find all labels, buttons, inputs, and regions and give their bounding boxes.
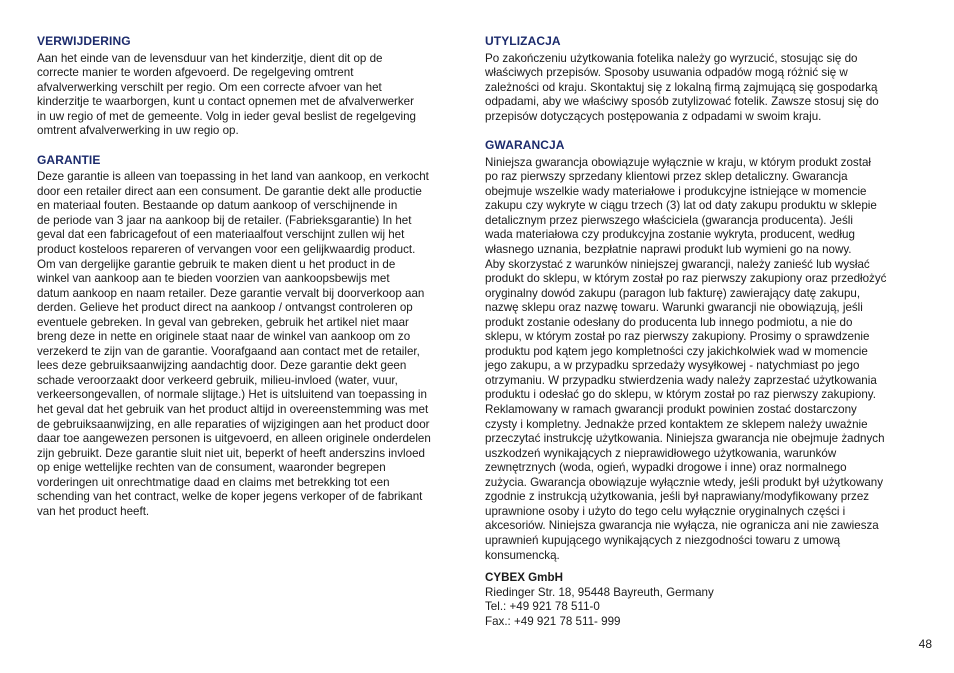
text-line: uprawnione osoby i użyto do tego celu wyłącznie oryginalnych części i [485, 504, 846, 518]
company-phone: Tel.: +49 921 78 511-0 [485, 600, 600, 614]
disposal-text-nl [37, 52, 495, 139]
warranty-section-pl [485, 138, 917, 563]
text-line: product kosteloos repareren of vervangen voor een gelijkwaardig product. [37, 243, 416, 257]
text-line: własnego uznania, bezpłatnie naprawi produkt lub wymieni go na nowy. [485, 243, 852, 257]
disposal-section-pl [485, 34, 917, 124]
text-line: oryginalny dowód zakupu (paragon lub fakturę) zawierający datę zakupu, [485, 286, 861, 300]
text-line: wada materiałowa czy produkcyjna zostanie wykryta, producent, według [485, 228, 855, 242]
text-line: czysty i kompletny. Jednakże przed kontaktem ze sklepem należy uważnie [485, 417, 868, 431]
company-name: CYBEX GmbH [485, 571, 563, 585]
text-line: breng deze in nette en originele staat naar de winkel van aankoop om zo [37, 330, 411, 344]
text-line: produktu pod kątem jego kompletności czy jakichkolwiek wad w momencie [485, 344, 868, 358]
warranty-section-nl [37, 153, 495, 520]
text-line: obejmuje wszelkie wady materiałowe i produkcyjne istniejące w momencie [485, 184, 867, 198]
text-line: winkel van aankoop aan te bieden voorzien van aankoopsbewijs met [37, 272, 390, 286]
text-line: in uw regio of met de gemeente. Volg in ieder geval beslist de regelgeving [37, 109, 416, 123]
text-line: produktu i odesłać go do sklepu, w którym został po raz pierwszy zakupiony. [485, 388, 876, 402]
text-line: geval dat een fabricagefout of een materiaalfout verschijnt zullen wij het [37, 228, 405, 242]
text-line: en materiaal fouten. Bestaande op datum aankoop of verschijnende in [37, 199, 398, 213]
disposal-heading-pl: UTYLIZACJA [485, 34, 561, 48]
text-line: właściwych przepisów. Sposoby usuwania odpadów mogą różnić się w [485, 66, 848, 80]
text-line: verzekerd te zijn van de garantie. Voorafgaand aan contact met de retailer, [37, 344, 420, 358]
text-line: detalicznym przez pierwszego właściciela (gwarancja producenta). Jeśli [485, 213, 853, 227]
text-line: derden. Gelieve het product direct na aankoop / ontvangst controleren op [37, 301, 413, 315]
text-line: jego zakupu, a w przypadku sprzedaży wysyłkowej - natychmiast po jego [485, 359, 860, 373]
disposal-text-pl [485, 52, 917, 125]
text-line: po raz pierwszy sprzedany klientowi przez sklep detaliczny. Gwarancja [485, 170, 848, 184]
text-line: uszkodzeń wynikających z nieprawidłowego użytkowania, warunków [485, 446, 837, 460]
text-line: zużycia. Gwarancja obowiązuje wyłącznie wtedy, jeśli produkt był użytkowany [485, 475, 884, 489]
text-line: door een retailer direct aan een consument. De garantie dekt alle productie [37, 184, 422, 198]
text-line: de gebruiksaanwijzing, en alle reparaties of wijzigingen aan het product door [37, 417, 430, 431]
text-line: otrzymaniu. W przypadku stwierdzenia wady należy zaprzestać użytkowania [485, 373, 877, 387]
text-line: akcesoriów. Niniejsza gwarancja nie wyłącza, nie ogranicza ani nie zawiesza [485, 519, 879, 533]
company-address: Riedinger Str. 18, 95448 Bayreuth, Germany [485, 585, 714, 599]
text-line: przepisów dotyczących postępowania z odpadami w swoim kraju. [485, 109, 822, 123]
text-line: Deze garantie is alleen van toepassing in het land van aankoop, en verkocht [37, 170, 429, 184]
disposal-heading-nl: VERWIJDERING [37, 34, 131, 48]
text-line: zakupu czy wykryte w ciągu trzech (3) lat od daty zakupu produktu w sklepie [485, 199, 877, 213]
text-line: op enige wettelijke rechten van de consument, waaronder begrepen [37, 461, 386, 475]
text-line: omtrent afvalverwerking in uw regio op. [37, 124, 239, 138]
text-line: eventuele gebreken. In geval van gebreken, gebruik het artikel niet maar [37, 315, 409, 329]
text-line: zewnętrznych (woda, ogień, wypadki drogowe i inne) oraz normalnego [485, 461, 847, 475]
text-line: zijn gebruikt. Deze garantie sluit niet uit, beperkt of heeft anderszins invloed [37, 446, 425, 460]
text-line: daar toe aangewezen personen is uitgevoerd, en alleen originele onderdelen [37, 432, 431, 446]
text-line: sklepu, w którym został po raz pierwszy zakupiony. Prosimy o sprawdzenie [485, 330, 870, 344]
text-line: Aan het einde van de levensduur van het kinderzitje, dient dit op de [37, 51, 383, 65]
company-fax: Fax.: +49 921 78 511- 999 [485, 614, 621, 628]
text-line: Om van dergelijke garantie gebruik te maken dient u het product in de [37, 257, 396, 271]
text-line: zależności od kraju. Skontaktuj się z lokalną firmą zajmującą się gospodarką [485, 80, 878, 94]
text-line: schending van het contract, welke de koper jegens verkoper of de fabrikant [37, 490, 423, 504]
text-line: het geval dat het gebruik van het product altijd in overeenstemming was met [37, 403, 429, 417]
right-column-polish [485, 34, 917, 629]
text-line: vorderingen uit onrechtmatige daad en claims met betrekking tot een [37, 475, 390, 489]
text-line: kinderzitje te waarborgen, kunt u contact opnemen met de afvalverwerker [37, 95, 414, 109]
text-line: afvalverwerking verschilt per regio. Om een correcte afvoer van het [37, 80, 382, 94]
text-line: de periode van 3 jaar na aankoop bij de retailer. (Fabrieksgarantie) In het [37, 213, 412, 227]
text-line: correcte manier te worden afgevoerd. De regelgeving omtrent [37, 66, 354, 80]
text-line: przeczytać instrukcję użytkowania. Niniejsza gwarancja nie obejmuje żadnych [485, 432, 885, 446]
text-line: konsumencką. [485, 548, 560, 562]
text-line: odpadami, aby we właściwy sposób zutylizować fotelik. Zawsze stosuj się do [485, 95, 879, 109]
text-line: Niniejsza gwarancja obowiązuje wyłącznie w kraju, w którym produkt został [485, 155, 871, 169]
text-line: datum aankoop en naam retailer. Deze garantie vervalt bij doorverkoop aan [37, 286, 425, 300]
page-number: 48 [918, 637, 932, 651]
text-line: lees deze gebruiksaanwijzing aandachtig door. Deze garantie dekt geen [37, 359, 407, 373]
text-line: Po zakończeniu użytkowania fotelika należy go wyrzucić, stosując się do [485, 51, 858, 65]
left-column-dutch [37, 34, 495, 533]
text-line: produkt do sklepu, w którym został po raz pierwszy zakupiony oraz przedłożyć [485, 272, 887, 286]
text-line: nazwę sklepu oraz nazwę towaru. Warunki gwarancji nie obowiązują, jeśli [485, 301, 863, 315]
text-line: Aby skorzystać z warunków niniejszej gwarancji, należy zanieść lub wysłać [485, 257, 870, 271]
text-line: van het product heeft. [37, 504, 150, 518]
company-contact [485, 571, 917, 629]
text-line: produkt zostanie odesłany do producenta lub innego podmiotu, a nie do [485, 315, 853, 329]
text-line: schade veroorzaakt door verkeerd gebruik, milieu-invloed (water, vuur, [37, 373, 398, 387]
disposal-section-nl [37, 34, 495, 139]
warranty-heading-pl: GWARANCJA [485, 138, 565, 153]
warranty-text-pl [485, 156, 917, 563]
warranty-text-nl [37, 170, 495, 519]
text-line: zgodnie z instrukcją użytkowania, jeśli był naprawiany/modyfikowany przez [485, 490, 870, 504]
text-line: uprawnień kupującego wynikających z niezgodności towaru z umową [485, 533, 841, 547]
text-line: verkeersongevallen, of normale slijtage.) Het is uitsluitend van toepassing in [37, 388, 427, 402]
text-line: Reklamowany w ramach gwarancji produkt powinien zostać dostarczony [485, 403, 857, 417]
warranty-heading-nl: GARANTIE [37, 152, 101, 167]
